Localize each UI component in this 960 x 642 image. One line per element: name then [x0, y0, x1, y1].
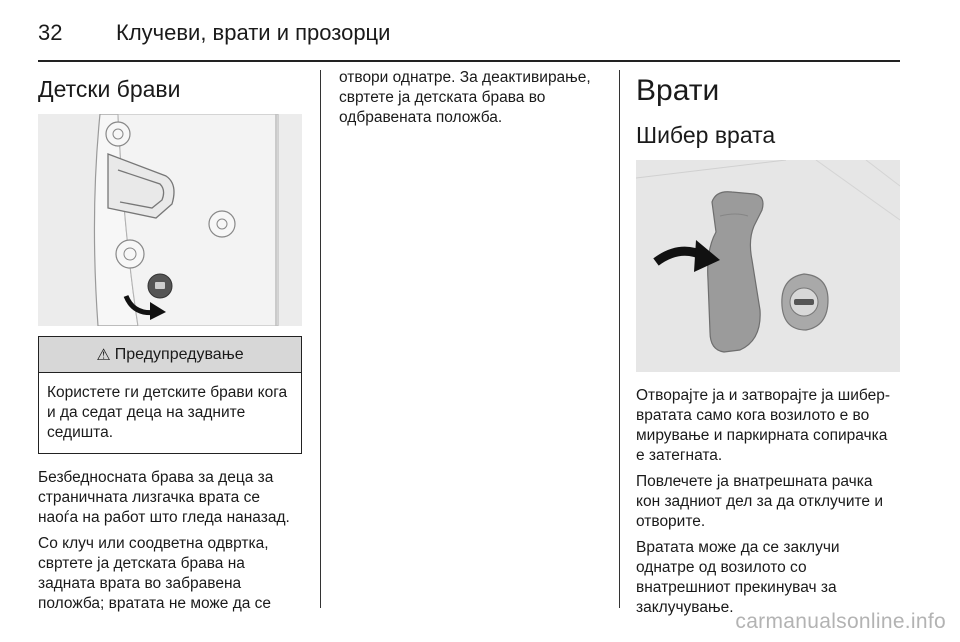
warning-text: Користете ги детските брави кога и да седат деца на задните седишта. [47, 384, 288, 442]
paragraph: Вратата може да се заклучи однатре од возилото со внатрешниот прекинувач за заклучување. [636, 539, 840, 617]
sliding-door-drawing [636, 160, 900, 372]
header-rule [38, 60, 900, 62]
child-lock-illustration [38, 114, 302, 326]
paragraph: Безбедносната брава за деца за страничната лизгачка врата се наоѓа на работ што гледа наназад. [38, 469, 290, 527]
column-1 [38, 68, 302, 620]
warning-title: Предупредување [114, 345, 244, 363]
warning-triangle-icon: ⚠ [96, 346, 111, 364]
paragraph: Повлечете ја внатрешната рачка кон задниот дел за да отклучите и отворите. [636, 473, 883, 531]
paragraph: Со клуч или соодветна одвртка, свртете ја детската брава на задната врата во забравена положба; вратата не може да се [38, 535, 272, 613]
page-header [38, 14, 900, 58]
child-lock-drawing [38, 114, 302, 326]
paragraph: отвори однатре. За деактивирање, свртете ја детската брава во одбравената положба. [339, 69, 591, 126]
column-3 [636, 68, 900, 624]
sliding-door-illustration [636, 160, 900, 372]
column-2 [339, 68, 607, 134]
watermark: carmanualsonline.info [735, 610, 946, 633]
column-divider-2 [619, 70, 620, 608]
section-title-doors: Врати [636, 74, 720, 107]
warning-header [39, 337, 301, 373]
column-divider-1 [320, 70, 321, 608]
running-title: Клучеви, врати и прозорци [116, 20, 391, 45]
warning-box [38, 336, 302, 454]
page-number: 32 [38, 20, 63, 45]
section-title-child-locks: Детски брави [38, 76, 181, 102]
paragraph: Отворајте ја и затворајте ја шибер-вратата само кога возилото е во мирување и паркирната сопирачка е затегната. [636, 387, 890, 465]
subsection-title-sliding-door: Шибер врата [636, 122, 776, 148]
